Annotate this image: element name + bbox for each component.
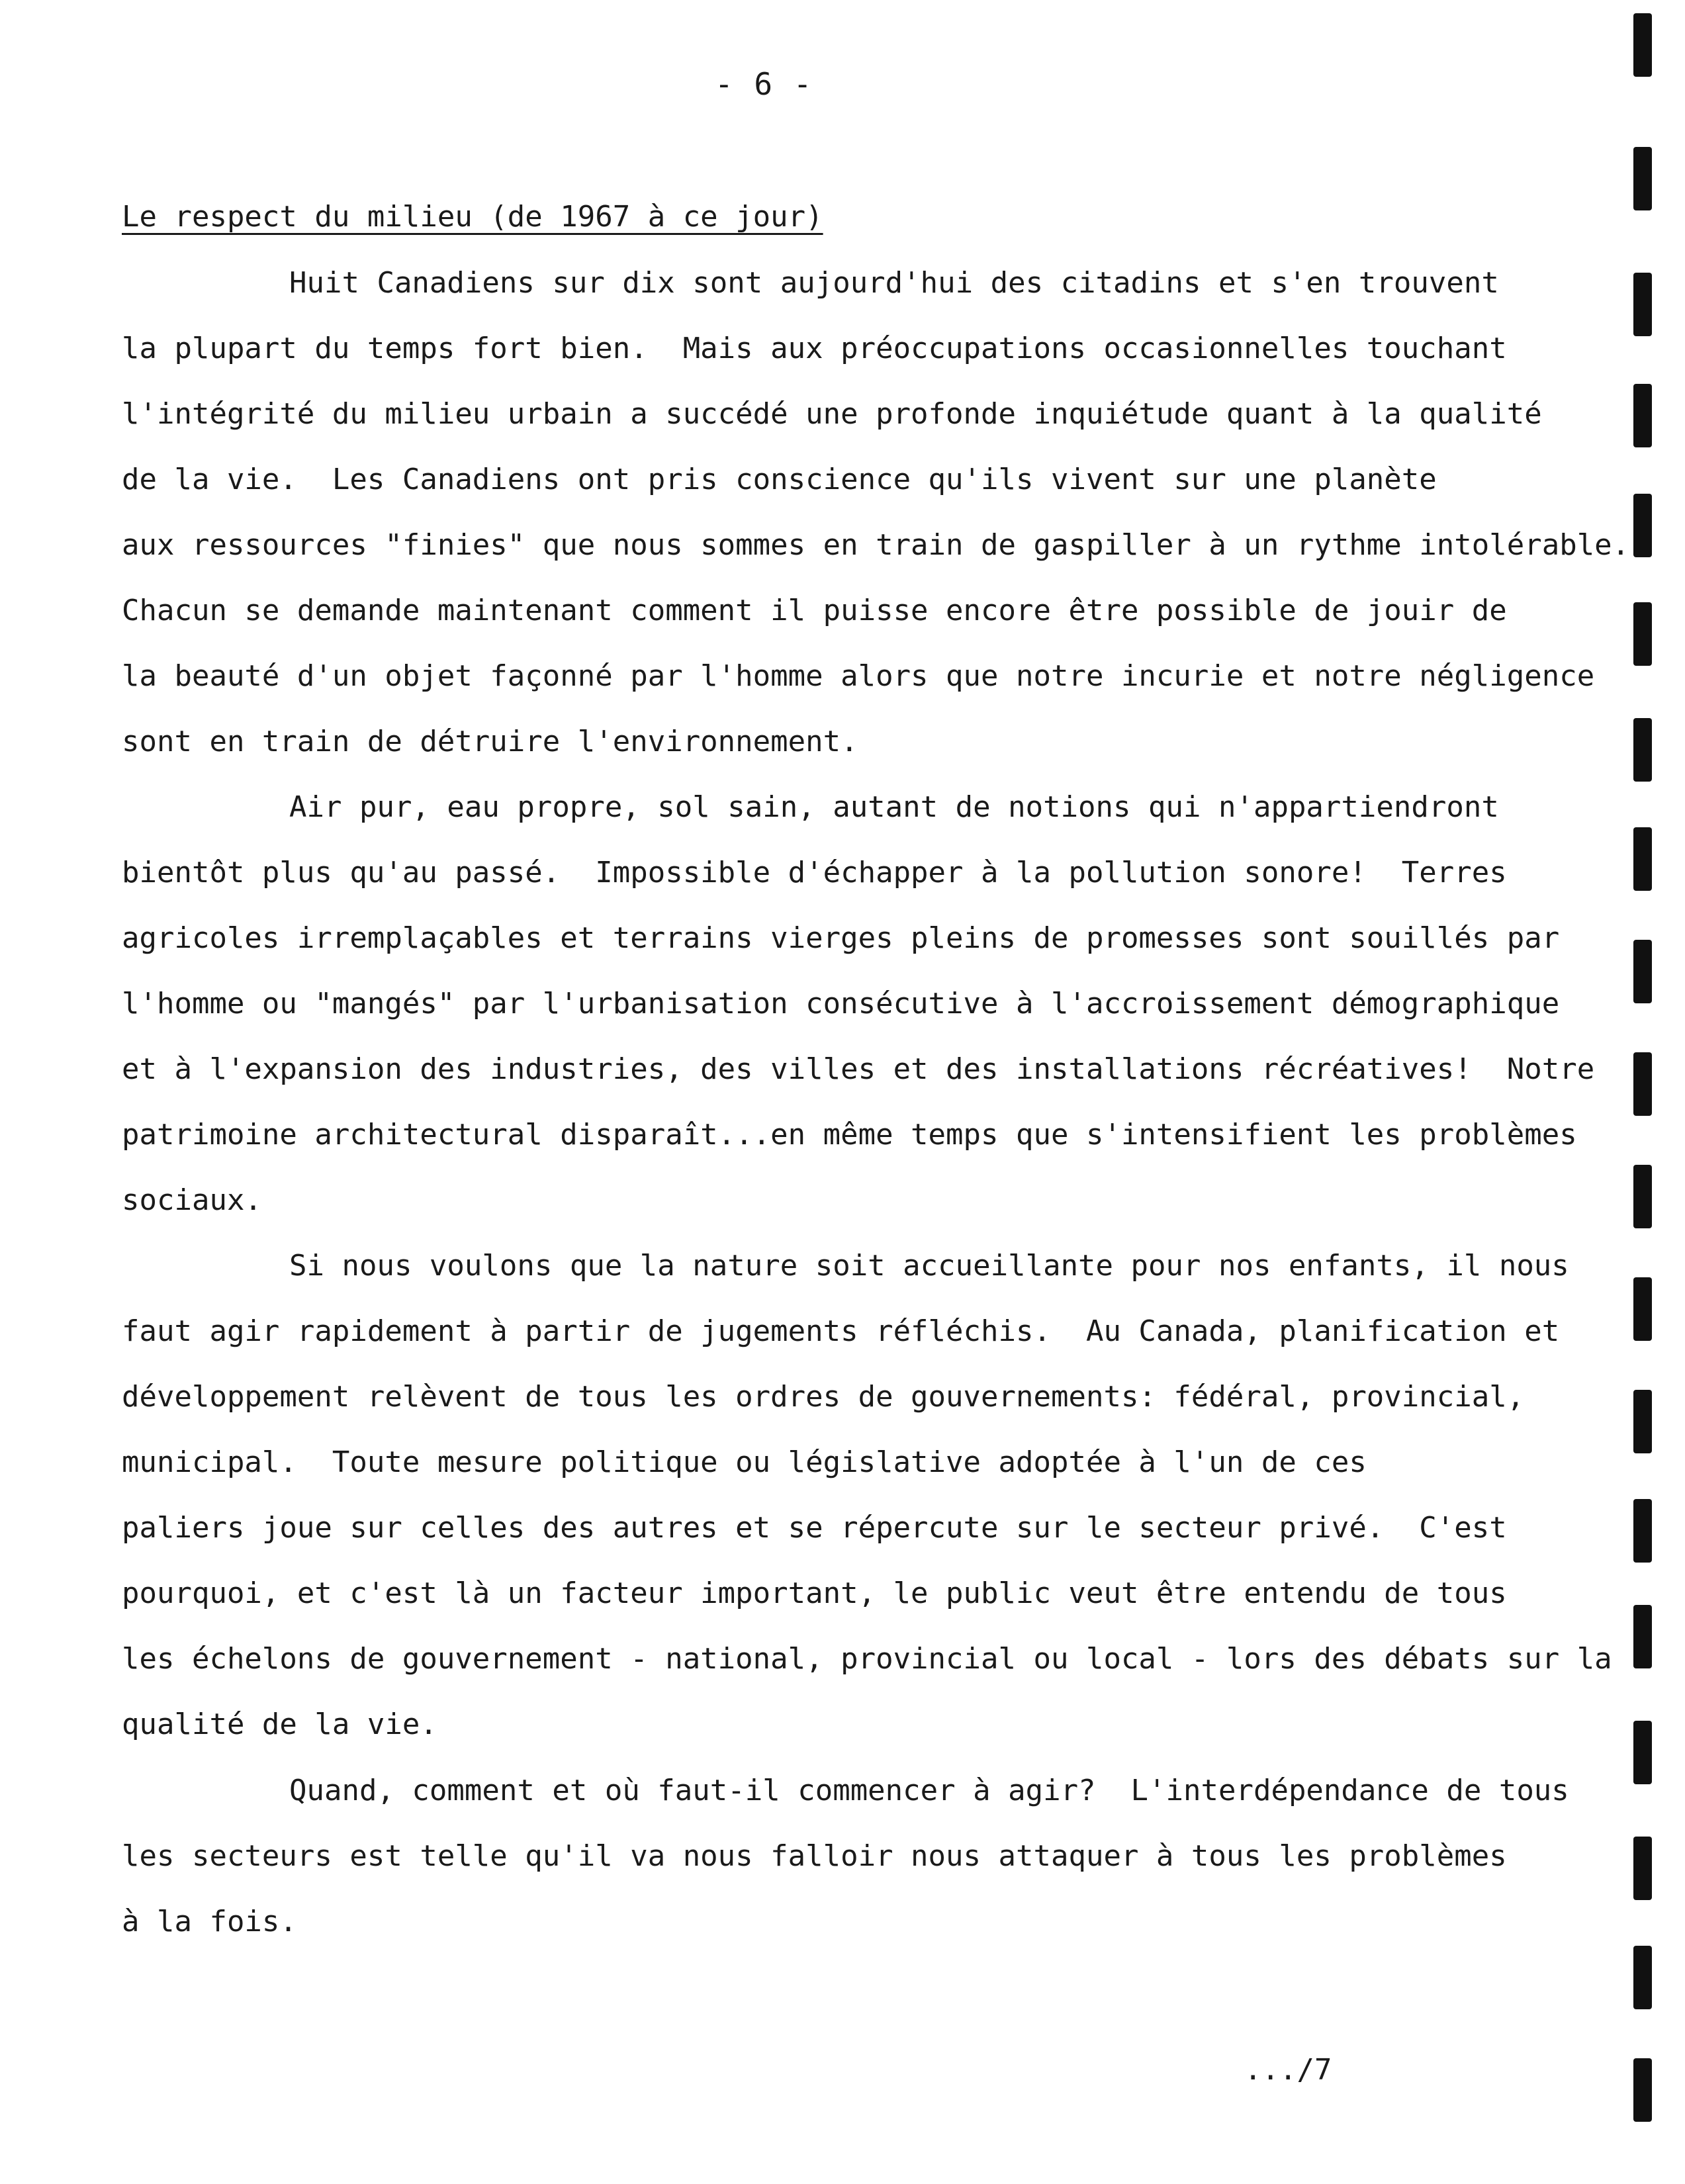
edge-mark	[1633, 827, 1652, 891]
text-line: la plupart du temps fort bien. Mais aux préoccupations occasionnelles touchant	[122, 332, 1507, 365]
section-heading: Le respect du milieu (de 1967 à ce jour)	[122, 200, 823, 234]
text-line: l'intégrité du milieu urbain a succédé une profonde inquiétude quant à la qualité	[122, 397, 1542, 431]
paragraph-4	[122, 1771, 1569, 1968]
binding-edge-marks	[1628, 0, 1661, 2184]
text-line: Air pur, eau propre, sol sain, autant de notions qui n'appartiendront	[289, 790, 1499, 824]
text-line: patrimoine architectural disparaît...en même temps que s'intensifient les problèmes	[122, 1118, 1577, 1152]
edge-mark	[1633, 1499, 1652, 1563]
edge-mark	[1633, 1946, 1652, 2009]
edge-mark	[1633, 1052, 1652, 1116]
text-line: qualité de la vie.	[122, 1707, 437, 1741]
edge-mark	[1633, 718, 1652, 782]
text-line: Quand, comment et où faut-il commencer à agir? L'interdépendance de tous	[289, 1774, 1569, 1807]
edge-mark	[1633, 602, 1652, 666]
edge-mark	[1633, 13, 1652, 77]
edge-mark	[1633, 1605, 1652, 1668]
text-line: bientôt plus qu'au passé. Impossible d'échapper à la pollution sonore! Terres	[122, 856, 1507, 889]
text-line: sont en train de détruire l'environnement.	[122, 725, 858, 758]
edge-mark	[1633, 273, 1652, 336]
paragraph-2	[122, 788, 1594, 1246]
text-line: paliers joue sur celles des autres et se répercute sur le secteur privé. C'est	[122, 1511, 1507, 1545]
text-line: à la fois.	[122, 1905, 297, 1938]
edge-mark	[1633, 384, 1652, 447]
text-line: sociaux.	[122, 1183, 262, 1217]
edge-mark	[1633, 1721, 1652, 1784]
text-line: les échelons de gouvernement - national, provincial ou local - lors des débats sur la	[122, 1642, 1612, 1676]
edge-mark	[1633, 2058, 1652, 2122]
text-line: Si nous voulons que la nature soit accueillante pour nos enfants, il nous	[289, 1249, 1569, 1283]
text-line: l'homme ou "mangés" par l'urbanisation consécutive à l'accroissement démographique	[122, 987, 1560, 1021]
page-number: - 6 -	[715, 66, 813, 102]
text-line: développement relèvent de tous les ordres de gouvernements: fédéral, provincial,	[122, 1380, 1525, 1414]
edge-mark	[1633, 147, 1652, 210]
text-line: agricoles irremplaçables et terrains vierges pleins de promesses sont souillés par	[122, 921, 1560, 955]
edge-mark	[1633, 1277, 1652, 1341]
text-line: pourquoi, et c'est là un facteur important, le public veut être entendu de tous	[122, 1576, 1507, 1610]
text-line: Huit Canadiens sur dix sont aujourd'hui des citadins et s'en trouvent	[289, 266, 1499, 300]
paragraph-3	[122, 1246, 1612, 1770]
edge-mark	[1633, 1390, 1652, 1453]
text-line: la beauté d'un objet façonné par l'homme alors que notre incurie et notre négligence	[122, 659, 1595, 693]
edge-mark	[1633, 1165, 1652, 1228]
text-line: de la vie. Les Canadiens ont pris conscience qu'ils vivent sur une planète	[122, 463, 1437, 496]
text-line: municipal. Toute mesure politique ou législative adoptée à l'un de ces	[122, 1445, 1367, 1479]
text-line: et à l'expansion des industries, des villes et des installations récréatives! Notre	[122, 1052, 1595, 1086]
text-line: faut agir rapidement à partir de jugements réfléchis. Au Canada, planification et	[122, 1314, 1560, 1348]
text-line: aux ressources "finies" que nous sommes en train de gaspiller à un rythme intolérable.	[122, 528, 1630, 562]
edge-mark	[1633, 1837, 1652, 1900]
edge-mark	[1633, 940, 1652, 1003]
edge-mark	[1633, 494, 1652, 557]
paragraph-1	[122, 263, 1629, 788]
text-line: les secteurs est telle qu'il va nous falloir nous attaquer à tous les problèmes	[122, 1839, 1507, 1873]
text-line: Chacun se demande maintenant comment il puisse encore être possible de jouir de	[122, 594, 1507, 627]
continuation-marker: .../7	[1244, 2053, 1332, 2087]
